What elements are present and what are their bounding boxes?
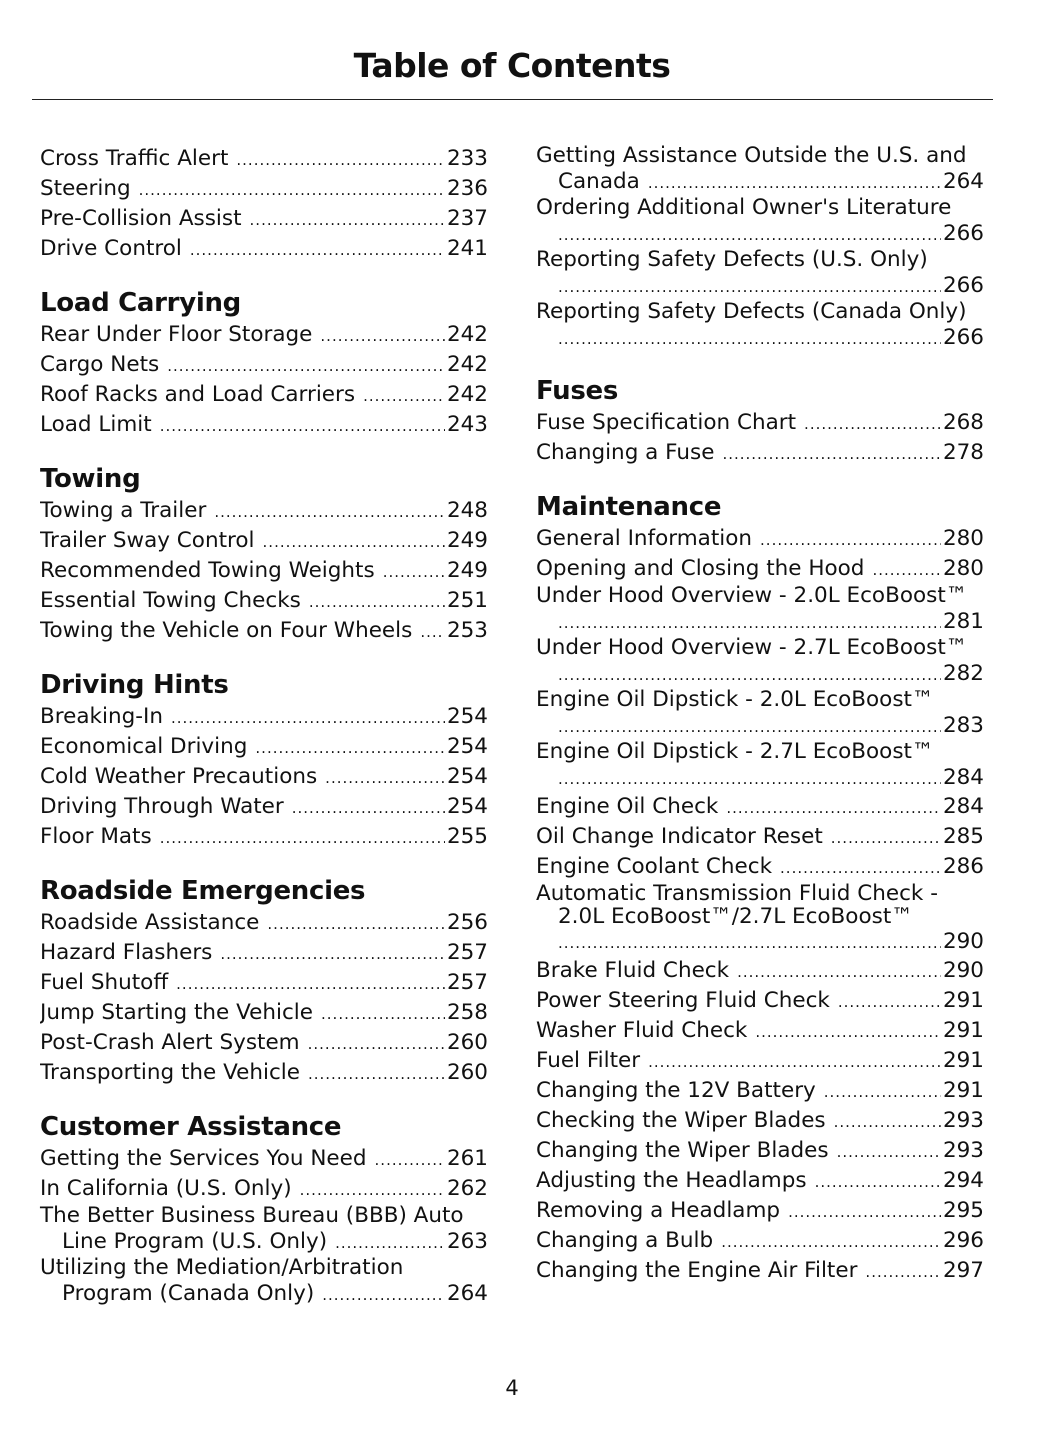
section-heading-roadside-emergencies: Roadside Emergencies — [40, 876, 366, 906]
toc-entry-page: 254 — [446, 764, 488, 789]
dot-leader — [804, 408, 941, 438]
toc-entry-page: 243 — [446, 412, 488, 437]
toc-entry-page: 254 — [446, 704, 488, 729]
toc-entry[interactable] — [536, 1166, 984, 1196]
toc-entry-label: Recommended Towing Weights — [40, 558, 375, 583]
toc-entry-label: Removing a Headlamp — [536, 1198, 781, 1223]
toc-group-top — [40, 144, 488, 264]
toc-entry[interactable] — [536, 956, 984, 986]
toc-entry-page: 295 — [942, 1198, 984, 1223]
left-column — [40, 144, 488, 1308]
toc-entry-label: Oil Change Indicator Reset — [536, 824, 823, 849]
toc-entry-label: 2.0L EcoBoost™/2.7L EcoBoost™ — [558, 904, 913, 929]
toc-entry-page: 255 — [446, 824, 488, 849]
toc-entry[interactable] — [536, 822, 984, 852]
toc-entry-label: Drive Control — [40, 236, 182, 261]
toc-entry-under-hood-20[interactable] — [536, 584, 984, 636]
toc-entry-transmission[interactable] — [536, 882, 984, 956]
toc-entry-page: 297 — [942, 1258, 984, 1283]
toc-entry-page: 258 — [446, 1000, 488, 1025]
toc-entry[interactable] — [536, 524, 984, 554]
page-title: Table of Contents — [353, 46, 671, 85]
toc-entry-label: Engine Oil Dipstick - 2.0L EcoBoost™ — [536, 687, 934, 712]
toc-entry-label: Line Program (U.S. Only) — [62, 1229, 328, 1254]
toc-entry-page: 237 — [446, 206, 488, 231]
toc-entry-label: Trailer Sway Control — [40, 528, 255, 553]
toc-entry-label: Brake Fluid Check — [536, 958, 730, 983]
dot-leader — [722, 438, 941, 468]
toc-entry[interactable] — [536, 792, 984, 822]
toc-entry-label: Adjusting the Headlamps — [536, 1168, 807, 1193]
dot-leader — [837, 1136, 941, 1166]
toc-entry-label: Hazard Flashers — [40, 940, 213, 965]
toc-group-fuses — [536, 408, 984, 468]
toc-entry-page: 280 — [942, 556, 984, 581]
toc-entry-reporting-canada[interactable] — [536, 300, 984, 352]
toc-entry[interactable] — [536, 986, 984, 1016]
toc-entry-page: 236 — [446, 176, 488, 201]
toc-entry-page: 291 — [942, 1048, 984, 1073]
dot-leader — [321, 998, 445, 1028]
toc-entry-page: 296 — [942, 1228, 984, 1253]
toc-entry[interactable] — [536, 852, 984, 882]
toc-entry[interactable] — [40, 732, 488, 762]
toc-entry-page: 263 — [446, 1229, 488, 1254]
toc-entry-label: Changing the Wiper Blades — [536, 1138, 829, 1163]
toc-entry-page: 293 — [942, 1138, 984, 1163]
dot-leader — [760, 524, 941, 554]
toc-entry-label: Roof Racks and Load Carriers — [40, 382, 356, 407]
toc-entry-label: Driving Through Water — [40, 794, 284, 819]
toc-entry[interactable] — [40, 938, 488, 968]
dot-leader — [558, 324, 941, 352]
title-divider — [32, 99, 993, 100]
dot-leader — [815, 1166, 941, 1196]
toc-entry-page: 257 — [446, 940, 488, 965]
toc-entry[interactable] — [40, 234, 488, 264]
dot-leader — [267, 908, 445, 938]
dot-leader — [335, 1228, 445, 1256]
toc-entry[interactable] — [40, 762, 488, 792]
dot-leader — [558, 712, 941, 740]
toc-entry-page: 280 — [942, 526, 984, 551]
toc-entry-label: Ordering Additional Owner's Literature — [536, 195, 952, 220]
dot-leader — [139, 174, 445, 204]
toc-entry-label: Automatic Transmission Fluid Check - — [536, 881, 938, 906]
toc-entry-label: General Information — [536, 526, 753, 551]
dot-leader — [558, 660, 941, 688]
dot-leader — [309, 586, 445, 616]
toc-entry-mediation[interactable] — [40, 1256, 488, 1308]
dot-leader — [375, 1144, 445, 1174]
toc-entry[interactable] — [40, 496, 488, 526]
toc-entry[interactable] — [40, 350, 488, 380]
dot-leader — [292, 792, 445, 822]
dot-leader — [420, 616, 445, 646]
toc-entry-label: Program (Canada Only) — [62, 1281, 315, 1306]
section-heading-customer-assistance: Customer Assistance — [40, 1112, 342, 1142]
dot-leader — [171, 702, 445, 732]
toc-group-maintenance-a — [536, 524, 984, 584]
dot-leader — [363, 380, 445, 410]
toc-entry[interactable] — [40, 144, 488, 174]
toc-entry-label: Under Hood Overview - 2.7L EcoBoost™ — [536, 635, 968, 660]
toc-entry-page: 291 — [942, 1018, 984, 1043]
toc-entry-page: 294 — [942, 1168, 984, 1193]
toc-group-customer-assistance — [40, 1144, 488, 1204]
dot-leader — [176, 968, 445, 998]
toc-entry-label: Cargo Nets — [40, 352, 160, 377]
toc-entry-page: 293 — [942, 1108, 984, 1133]
toc-entry-label: Washer Fluid Check — [536, 1018, 748, 1043]
toc-entry[interactable] — [40, 380, 488, 410]
toc-entry-label: Reporting Safety Defects (U.S. Only) — [536, 247, 928, 272]
dot-leader — [308, 1028, 445, 1058]
toc-entry-label: Jump Starting the Vehicle — [40, 1000, 314, 1025]
section-heading-towing: Towing — [40, 464, 141, 494]
toc-entry-page: 278 — [942, 440, 984, 465]
toc-entry-label: Opening and Closing the Hood — [536, 556, 865, 581]
toc-entry-page: 266 — [942, 221, 984, 246]
toc-entry-page: 286 — [942, 854, 984, 879]
toc-entry-page: 242 — [446, 352, 488, 377]
toc-entry[interactable] — [536, 554, 984, 584]
toc-entry-label: Pre-Collision Assist — [40, 206, 242, 231]
dot-leader — [788, 1196, 941, 1226]
dot-leader — [558, 272, 941, 300]
toc-entry-label: Post-Crash Alert System — [40, 1030, 300, 1055]
dot-leader — [648, 1046, 941, 1076]
toc-entry-label: Towing a Trailer — [40, 498, 207, 523]
toc-entry-label: Steering — [40, 176, 131, 201]
toc-entry-page: 260 — [446, 1060, 488, 1085]
toc-entry-label: Rear Under Floor Storage — [40, 322, 313, 347]
toc-entry[interactable] — [536, 1076, 984, 1106]
toc-entry-page: 283 — [942, 713, 984, 738]
toc-group-driving-hints — [40, 702, 488, 852]
dot-leader — [865, 1256, 941, 1286]
toc-entry-label: Utilizing the Mediation/Arbitration — [40, 1255, 404, 1280]
toc-entry-label: Load Limit — [40, 412, 152, 437]
toc-entry-label: Changing the 12V Battery — [536, 1078, 816, 1103]
toc-group-maintenance-c — [536, 956, 984, 1286]
toc-entry-label: Towing the Vehicle on Four Wheels — [40, 618, 413, 643]
toc-entry-page: 254 — [446, 794, 488, 819]
toc-entry[interactable] — [40, 556, 488, 586]
dot-leader — [726, 792, 941, 822]
toc-entry-label: Engine Coolant Check — [536, 854, 773, 879]
dot-leader — [263, 526, 445, 556]
dot-leader — [167, 350, 445, 380]
toc-entry-page: 291 — [942, 988, 984, 1013]
section-heading-maintenance: Maintenance — [536, 492, 722, 522]
toc-entry-page: 282 — [942, 661, 984, 686]
toc-entry-label: Checking the Wiper Blades — [536, 1108, 826, 1133]
toc-entry-bbb[interactable] — [40, 1204, 488, 1256]
toc-entry-page: 264 — [942, 169, 984, 194]
dot-leader — [250, 204, 445, 234]
toc-entry-label: Reporting Safety Defects (Canada Only) — [536, 299, 967, 324]
toc-entry-getting-assistance[interactable] — [536, 144, 984, 196]
toc-entry[interactable] — [536, 1106, 984, 1136]
dot-leader — [872, 554, 941, 584]
section-heading-fuses: Fuses — [536, 376, 619, 406]
toc-entry-page: 284 — [942, 765, 984, 790]
toc-entry[interactable] — [40, 998, 488, 1028]
toc-entry[interactable] — [536, 1196, 984, 1226]
toc-entry-label: Engine Oil Check — [536, 794, 719, 819]
toc-entry-label: Engine Oil Dipstick - 2.7L EcoBoost™ — [536, 739, 934, 764]
toc-entry[interactable] — [536, 1046, 984, 1076]
toc-entry[interactable] — [40, 1028, 488, 1058]
toc-entry-page: 257 — [446, 970, 488, 995]
toc-entry[interactable] — [40, 908, 488, 938]
toc-group-roadside-emergencies — [40, 908, 488, 1088]
toc-entry[interactable] — [40, 616, 488, 646]
toc-entry[interactable] — [40, 1144, 488, 1174]
dot-leader — [780, 852, 941, 882]
dot-leader — [834, 1106, 941, 1136]
dot-leader — [831, 822, 941, 852]
toc-entry-label: In California (U.S. Only) — [40, 1176, 292, 1201]
toc-entry-label: Fuel Filter — [536, 1048, 641, 1073]
toc-entry-page: 256 — [446, 910, 488, 935]
toc-entry-label: Economical Driving — [40, 734, 248, 759]
dot-leader — [220, 938, 445, 968]
dot-leader — [214, 496, 445, 526]
toc-entry[interactable] — [40, 968, 488, 998]
right-column — [536, 144, 984, 1286]
toc-entry[interactable] — [40, 204, 488, 234]
toc-entry-label: Cross Traffic Alert — [40, 146, 229, 171]
toc-entry-label: The Better Business Bureau (BBB) Auto — [40, 1203, 464, 1228]
dot-leader — [558, 764, 941, 792]
dot-leader — [824, 1076, 941, 1106]
toc-entry-page: 262 — [446, 1176, 488, 1201]
toc-entry-reporting-us[interactable] — [536, 248, 984, 300]
toc-entry[interactable] — [536, 1256, 984, 1286]
toc-entry-page: 253 — [446, 618, 488, 643]
toc-entry-page: 264 — [446, 1281, 488, 1306]
toc-entry-label: Transporting the Vehicle — [40, 1060, 300, 1085]
toc-entry[interactable] — [536, 408, 984, 438]
toc-entry-page: 266 — [942, 273, 984, 298]
dot-leader — [320, 320, 445, 350]
toc-entry-page: 233 — [446, 146, 488, 171]
dot-leader — [325, 762, 445, 792]
dot-leader — [190, 234, 445, 264]
dot-leader — [721, 1226, 941, 1256]
toc-entry-page: 251 — [446, 588, 488, 613]
toc-entry-page: 290 — [942, 929, 984, 954]
toc-entry-dipstick-27[interactable] — [536, 740, 984, 792]
toc-entry-ordering-literature[interactable] — [536, 196, 984, 248]
toc-entry-dipstick-20[interactable] — [536, 688, 984, 740]
toc-entry-label: Changing a Bulb — [536, 1228, 714, 1253]
toc-entry-page: 266 — [942, 325, 984, 350]
dot-leader — [255, 732, 445, 762]
toc-entry-under-hood-27[interactable] — [536, 636, 984, 688]
toc-entry-label: Roadside Assistance — [40, 910, 260, 935]
toc-entry[interactable] — [40, 1058, 488, 1088]
toc-entry-label: Changing a Fuse — [536, 440, 715, 465]
toc-entry-page: 249 — [446, 558, 488, 583]
toc-group-towing — [40, 496, 488, 646]
dot-leader — [300, 1174, 445, 1204]
toc-entry[interactable] — [40, 586, 488, 616]
section-heading-load-carrying: Load Carrying — [40, 288, 241, 318]
toc-entry[interactable] — [40, 792, 488, 822]
toc-entry[interactable] — [40, 320, 488, 350]
dot-leader — [308, 1058, 445, 1088]
toc-entry[interactable] — [536, 1226, 984, 1256]
toc-entry-page: 268 — [942, 410, 984, 435]
dot-leader — [558, 928, 941, 956]
toc-entry[interactable] — [40, 410, 488, 440]
toc-group-maintenance-b — [536, 792, 984, 882]
dot-leader — [160, 822, 445, 852]
toc-entry[interactable] — [40, 702, 488, 732]
toc-entry-page: 260 — [446, 1030, 488, 1055]
dot-leader — [236, 144, 445, 174]
toc-entry-label: Getting the Services You Need — [40, 1146, 367, 1171]
toc-entry-page: 248 — [446, 498, 488, 523]
toc-entry[interactable] — [40, 526, 488, 556]
toc-entry-label: Essential Towing Checks — [40, 588, 301, 613]
toc-entry-page: 261 — [446, 1146, 488, 1171]
dot-leader — [383, 556, 445, 586]
toc-entry-page: 281 — [942, 609, 984, 634]
toc-group-load-carrying — [40, 320, 488, 440]
dot-leader — [322, 1280, 445, 1308]
dot-leader — [558, 220, 941, 248]
toc-entry-page: 242 — [446, 322, 488, 347]
toc-entry-page: 284 — [942, 794, 984, 819]
dot-leader — [838, 986, 941, 1016]
toc-entry[interactable] — [536, 1136, 984, 1166]
toc-entry[interactable] — [40, 1174, 488, 1204]
toc-entry-label: Cold Weather Precautions — [40, 764, 318, 789]
toc-entry[interactable] — [536, 1016, 984, 1046]
toc-entry-label: Breaking-In — [40, 704, 163, 729]
section-heading-driving-hints: Driving Hints — [40, 670, 229, 700]
toc-entry[interactable] — [536, 438, 984, 468]
toc-entry-label: Changing the Engine Air Filter — [536, 1258, 858, 1283]
dot-leader — [648, 168, 941, 196]
toc-entry-label: Fuse Specification Chart — [536, 410, 797, 435]
dot-leader — [558, 608, 941, 636]
toc-entry[interactable] — [40, 174, 488, 204]
toc-entry-label: Canada — [558, 169, 640, 194]
toc-entry-page: 291 — [942, 1078, 984, 1103]
dot-leader — [160, 410, 445, 440]
dot-leader — [755, 1016, 941, 1046]
toc-entry-label: Getting Assistance Outside the U.S. and — [536, 143, 967, 168]
toc-entry-page: 241 — [446, 236, 488, 261]
toc-entry-page: 290 — [942, 958, 984, 983]
toc-entry[interactable] — [40, 822, 488, 852]
toc-entry-label: Power Steering Fluid Check — [536, 988, 830, 1013]
toc-entry-page: 285 — [942, 824, 984, 849]
toc-entry-label: Under Hood Overview - 2.0L EcoBoost™ — [536, 583, 968, 608]
toc-entry-page: 254 — [446, 734, 488, 759]
toc-entry-label: Fuel Shutoff — [40, 970, 169, 995]
toc-entry-page: 242 — [446, 382, 488, 407]
toc-entry-page: 249 — [446, 528, 488, 553]
dot-leader — [737, 956, 941, 986]
toc-entry-label: Floor Mats — [40, 824, 152, 849]
page-number: 4 — [505, 1376, 519, 1400]
